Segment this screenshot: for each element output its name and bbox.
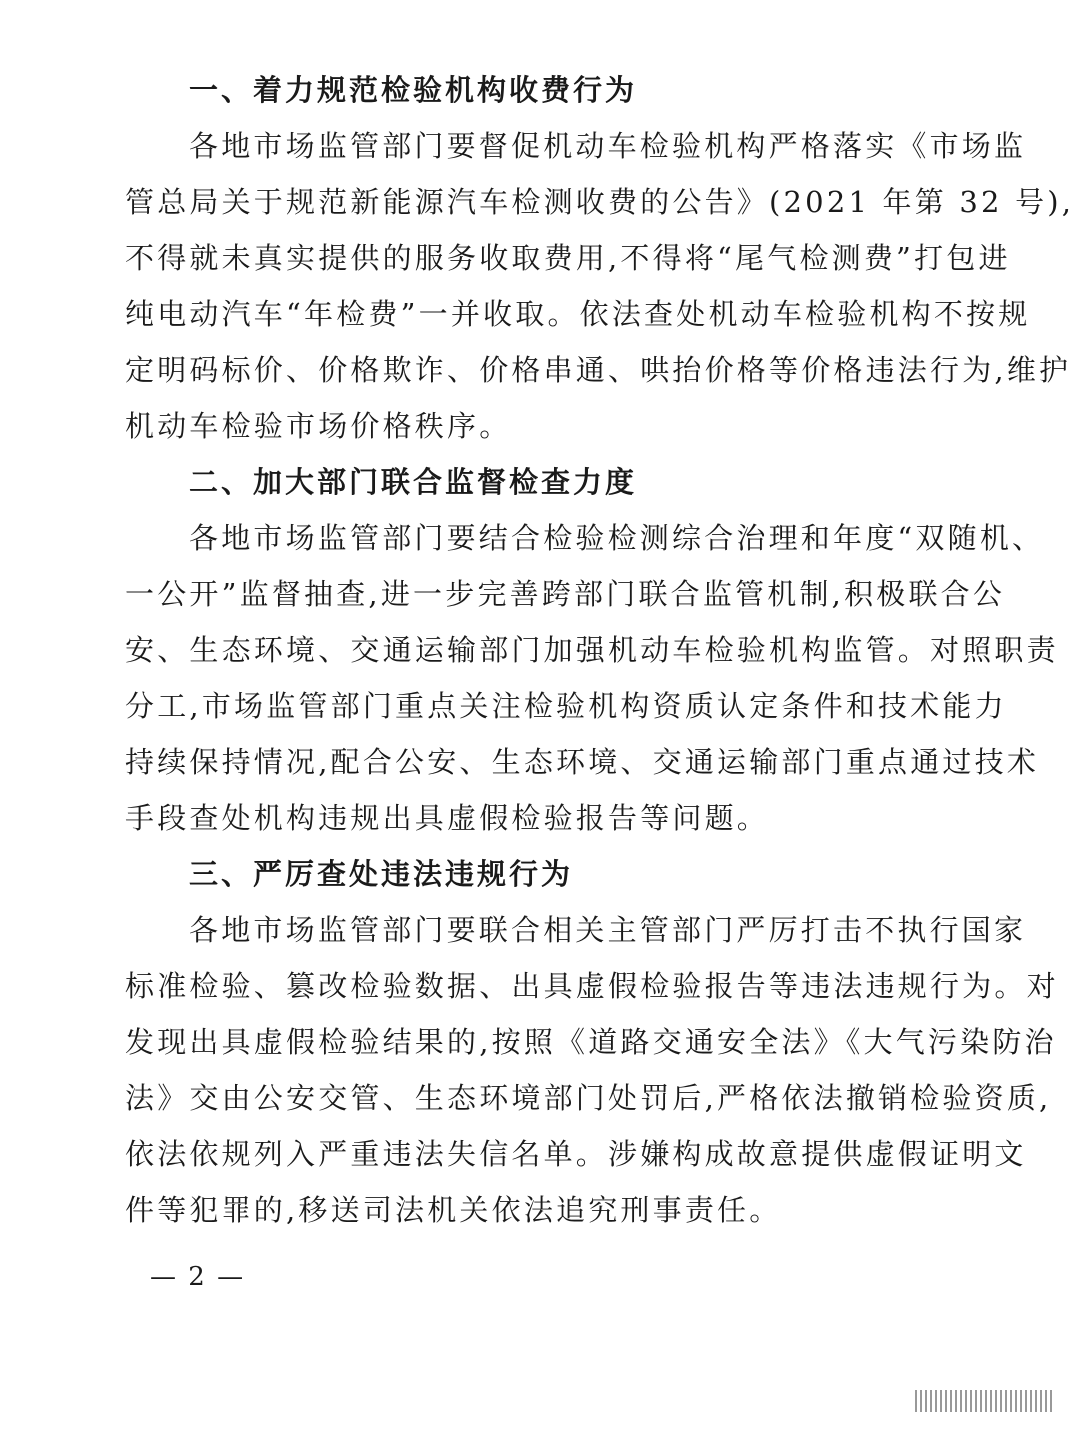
section-heading: 一、着力规范检验机构收费行为 <box>189 73 638 107</box>
paragraph-line: 件等犯罪的,移送司法机关依法追究刑事责任。 <box>125 1193 782 1227</box>
document-body <box>125 62 1075 1238</box>
watermark-logo <box>915 1378 1052 1412</box>
paragraph-line: 手段查处机构违规出具虚假检验报告等问题。 <box>125 801 770 835</box>
page-number: — 2 — <box>150 1262 246 1292</box>
paragraph-line: 安、生态环境、交通运输部门加强机动车检验机构监管。对照职责 <box>125 633 1059 667</box>
watermark-bars-icon <box>915 1390 1052 1412</box>
paragraph-line: 依法依规列入严重违法失信名单。涉嫌构成故意提供虚假证明文 <box>125 1137 1027 1171</box>
paragraph-line: 管总局关于规范新能源汽车检测收费的公告》(2021 年第 32 号), <box>125 185 1075 219</box>
paragraph-line: 发现出具虚假检验结果的,按照《道路交通安全法》《大气污染防治 <box>125 1025 1057 1059</box>
paragraph-line: 标准检验、篡改检验数据、出具虚假检验报告等违法违规行为。对 <box>125 969 1059 1003</box>
paragraph-line: 持续保持情况,配合公安、生态环境、交通运输部门重点通过技术 <box>125 745 1040 779</box>
paragraph-line: 各地市场监管部门要联合相关主管部门严厉打击不执行国家 <box>189 913 1027 947</box>
paragraph-line: 纯电动汽车“年检费”一并收取。依法查处机动车检验机构不按规 <box>125 297 1031 331</box>
paragraph-line: 定明码标价、价格欺诈、价格串通、哄抬价格等价格违法行为,维护 <box>125 353 1072 387</box>
section-2 <box>125 454 1059 846</box>
paragraph-line: 不得就未真实提供的服务收取费用,不得将“尾气检测费”打包进 <box>125 241 1011 275</box>
section-heading: 三、严厉查处违法违规行为 <box>189 857 574 891</box>
section-heading: 二、加大部门联合监督检查力度 <box>189 465 638 499</box>
paragraph-line: 一公开”监督抽查,进一步完善跨部门联合监管机制,积极联合公 <box>125 577 1006 611</box>
section-1 <box>125 62 1075 454</box>
paragraph-line: 各地市场监管部门要结合检验检测综合治理和年度“双随机、 <box>189 521 1045 555</box>
paragraph-line: 分工,市场监管部门重点关注检验机构资质认定条件和技术能力 <box>125 689 1007 723</box>
paragraph-line: 机动车检验市场价格秩序。 <box>125 409 512 443</box>
paragraph-line: 各地市场监管部门要督促机动车检验机构严格落实《市场监 <box>189 129 1027 163</box>
section-3 <box>125 846 1059 1238</box>
paragraph-line: 法》交由公安交管、生态环境部门处罚后,严格依法撤销检验资质, <box>125 1081 1052 1115</box>
